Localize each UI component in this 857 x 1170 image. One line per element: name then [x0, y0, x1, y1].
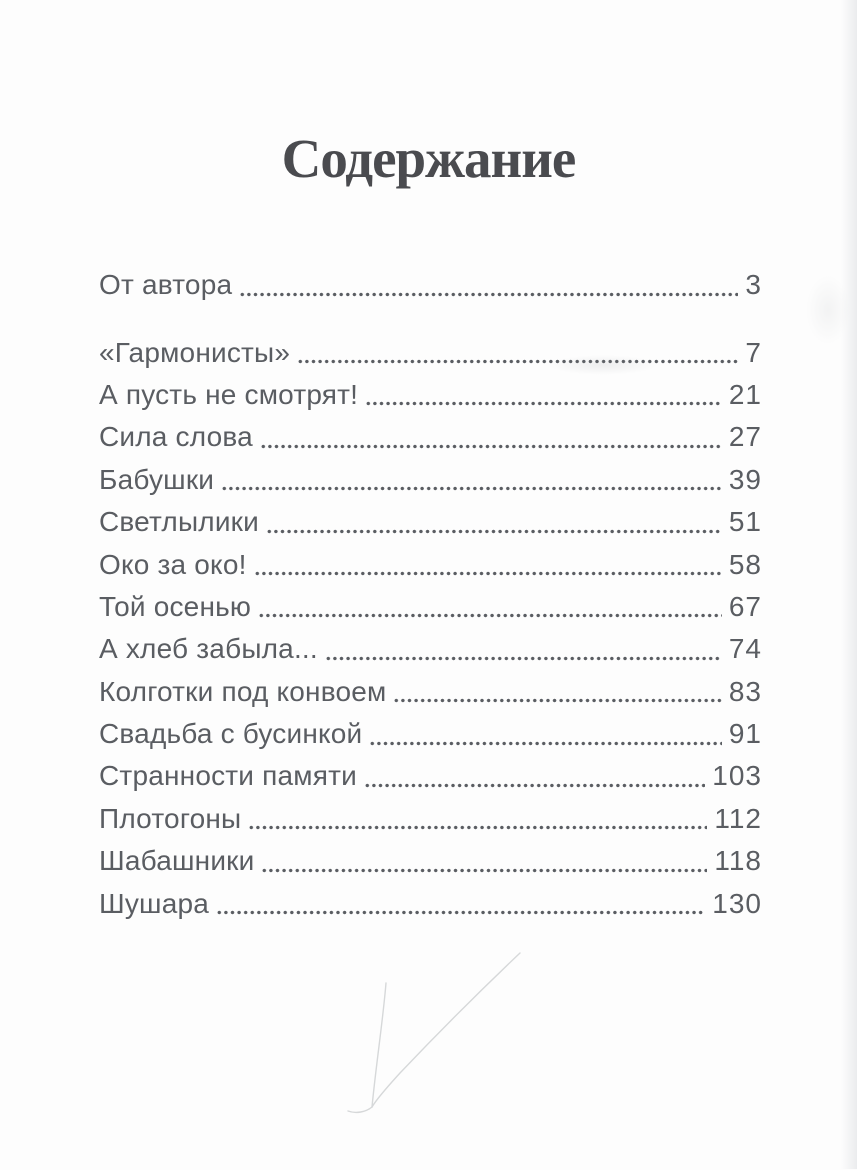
toc-row [99, 713, 762, 755]
toc-entry-label: Сила слова [99, 421, 253, 453]
toc-entry-label: Шабашники [99, 845, 255, 877]
dot-leader [297, 359, 738, 364]
dot-leader [260, 444, 722, 449]
toc-row [99, 628, 762, 670]
paper-crease-mark [320, 935, 580, 1170]
dot-leader [216, 910, 705, 915]
toc-list [99, 264, 762, 925]
toc-row [99, 459, 762, 501]
toc-entry-label: Странности памяти [99, 760, 357, 792]
toc-entry-label: Колготки под конвоем [99, 675, 387, 707]
toc-page-number: 27 [728, 421, 762, 453]
dot-leader [261, 868, 707, 873]
dot-leader [365, 401, 722, 406]
dot-leader [258, 613, 722, 618]
dot-leader [369, 741, 721, 746]
toc-page-number: 7 [745, 336, 762, 368]
dot-leader [239, 292, 738, 297]
toc-page-number: 103 [712, 760, 762, 792]
toc-page-number: 91 [728, 718, 762, 750]
toc-row [99, 586, 762, 628]
toc-page-number: 118 [714, 845, 762, 877]
dot-leader [254, 571, 722, 576]
toc-row [99, 543, 762, 585]
toc-page-number: 67 [728, 590, 762, 622]
toc-page-number: 112 [714, 802, 762, 834]
toc-page-number: 74 [728, 633, 762, 665]
toc-row [99, 264, 762, 306]
toc-page-number: 51 [728, 506, 762, 538]
toc-row [99, 882, 762, 924]
toc-entry-label: Бабушки [99, 463, 215, 495]
toc-row [99, 374, 762, 416]
dot-leader [393, 698, 721, 703]
toc-page-number: 39 [728, 463, 762, 495]
toc-entry-label: Око за око! [99, 548, 247, 580]
toc-page-number: 3 [745, 269, 762, 301]
toc-entry-label: Плотогоны [99, 802, 242, 834]
toc-page-number: 58 [728, 548, 762, 580]
toc-entry-label: От автора [99, 269, 233, 301]
toc-row [99, 416, 762, 458]
page-title: Содержание [281, 128, 576, 189]
toc-entry-label: А хлеб забыла... [99, 633, 318, 665]
toc-group-stories [99, 331, 762, 924]
toc-entry-label: Свадьба с бусинкой [99, 718, 363, 750]
toc-page-number: 130 [712, 887, 762, 919]
toc-page-number: 83 [728, 675, 762, 707]
toc-row [99, 755, 762, 797]
dot-leader [364, 783, 705, 788]
dot-leader [325, 656, 722, 661]
toc-group-preface [99, 264, 762, 306]
toc-entry-label: Светлылики [99, 506, 259, 538]
toc-entry-label: Шушара [99, 887, 210, 919]
toc-row [99, 798, 762, 840]
toc-row [99, 331, 762, 373]
toc-row [99, 501, 762, 543]
toc-row [99, 840, 762, 882]
toc-page-number: 21 [728, 378, 762, 410]
toc-entry-label: Той осенью [99, 590, 252, 622]
toc-row [99, 671, 762, 713]
dot-leader [248, 825, 707, 830]
scan-smudge [806, 275, 850, 345]
toc-entry-label: «Гармонисты» [99, 336, 291, 368]
dot-leader [266, 529, 722, 534]
dot-leader [221, 486, 722, 491]
toc-entry-label: А пусть не смотрят! [99, 378, 359, 410]
